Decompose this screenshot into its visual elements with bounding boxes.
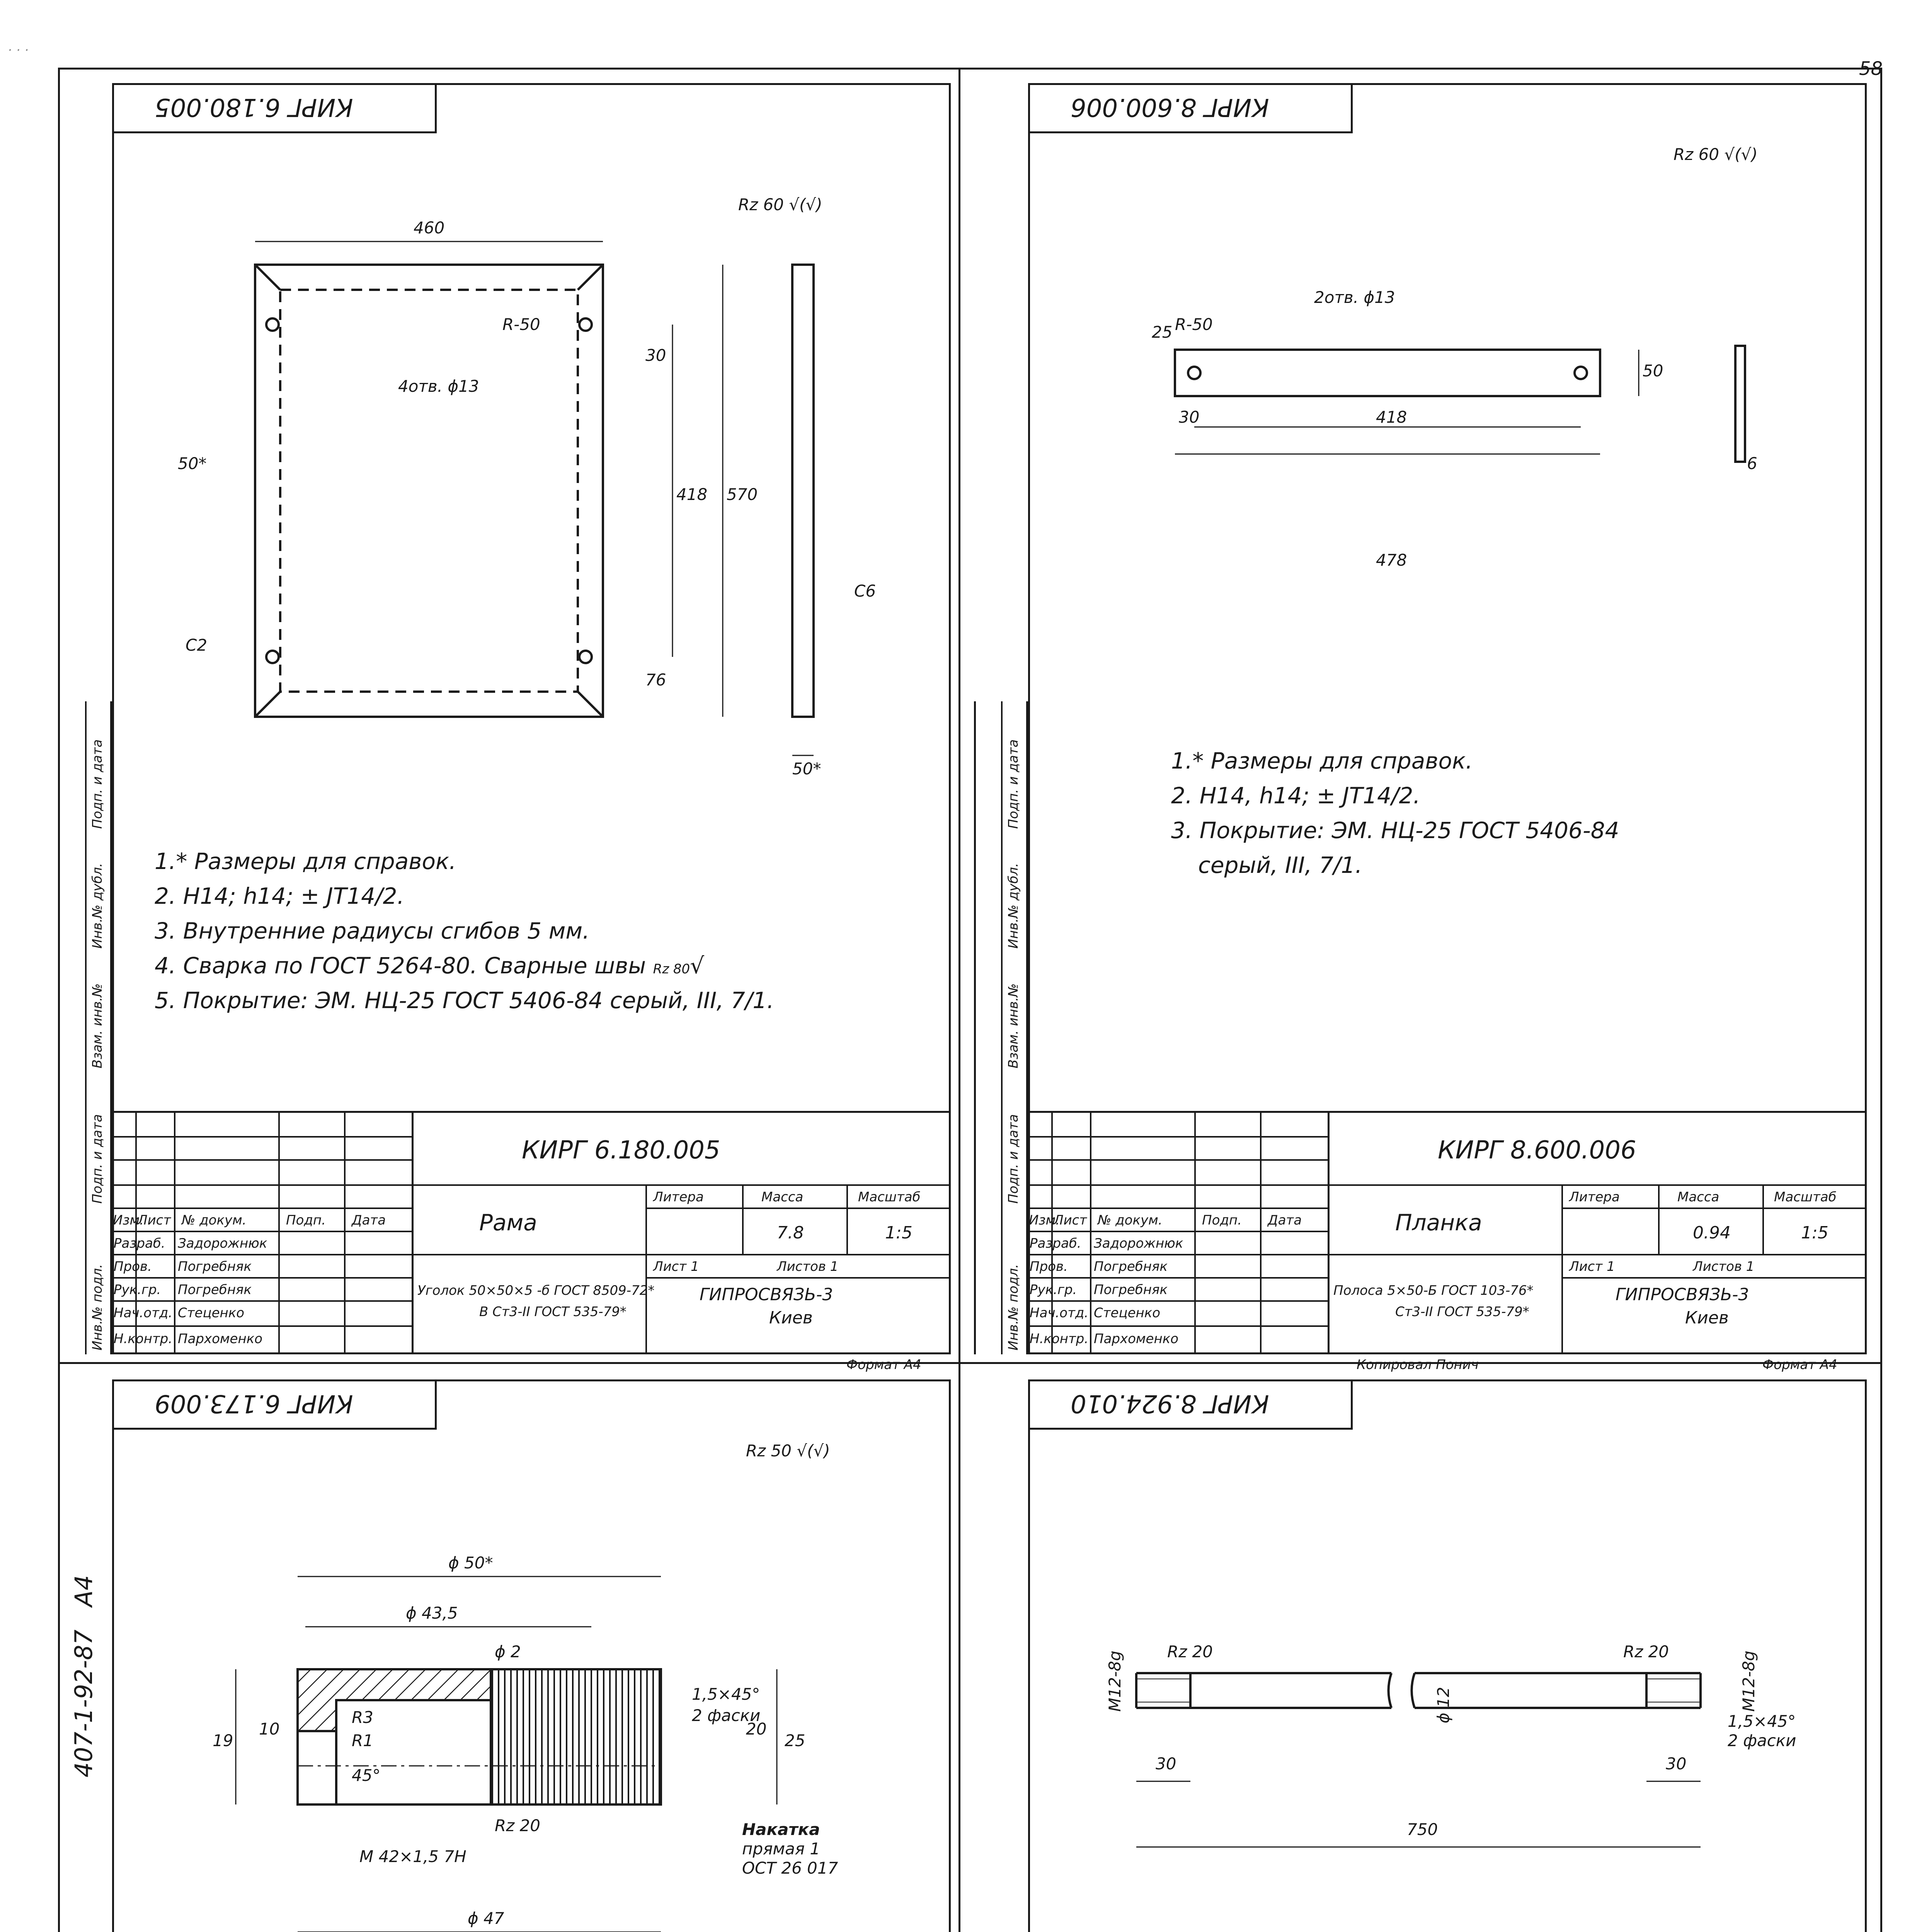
tb-razrab: Разраб. — [1030, 1236, 1081, 1251]
dim-c6: C6 — [854, 582, 876, 600]
top-code: КИРГ 6.180.005 — [155, 93, 353, 121]
tb-n-prov: Погребняк — [178, 1259, 252, 1274]
tb-litera: Литера — [1569, 1189, 1620, 1205]
corner-mark-left: · · · — [8, 43, 29, 58]
dim-holes: 2отв. ϕ13 — [1314, 288, 1395, 307]
tb-n-razrab: Задорожнюк — [1094, 1236, 1183, 1251]
dim-h19: 19 — [213, 1731, 233, 1750]
tb-izm: Изм. — [113, 1213, 144, 1228]
roughness-mark: Rz 50 √(√) — [746, 1441, 830, 1460]
side-inv-dubl: Инв.№ дубл. — [1006, 863, 1021, 949]
dim-rz20: Rz 20 — [495, 1816, 541, 1835]
tb-format: Формат А4 — [1762, 1357, 1837, 1372]
tb-n-nachotd: Стеценко — [178, 1305, 245, 1321]
tb-razrab: Разраб. — [114, 1236, 165, 1251]
styazhka-drawing — [958, 1364, 1882, 1932]
series-label: 407-1-92-87 А4 — [70, 1575, 98, 1777]
tb-massa: Масса — [761, 1189, 804, 1205]
tb-n-nkontr: Пархоменко — [1094, 1331, 1179, 1347]
side-podp-data-2: Подп. и дата — [90, 1114, 105, 1204]
note-2: 2. H14, h14; ± JT14/2. — [1171, 782, 1420, 809]
note-3: 3. Внутренние радиусы сгибов 5 мм. — [155, 918, 590, 944]
dim-l750: 750 — [1407, 1820, 1438, 1839]
tb-list: Лист — [138, 1213, 171, 1228]
sheet-styazhka — [958, 1364, 1882, 1932]
dim-chamfer2: 2 фаски — [1728, 1731, 1796, 1750]
side-inv-podl: Инв.№ подл. — [1006, 1264, 1021, 1350]
title-code: КИРГ 6.180.005 — [522, 1136, 720, 1165]
tb-prov: Пров. — [1030, 1259, 1068, 1274]
sheet-planka — [958, 68, 1882, 1372]
sheet-number: 58 — [1859, 58, 1883, 80]
tb-rukgr: Рук.гр. — [1030, 1282, 1077, 1298]
tb-n-razrab: Задорожнюк — [178, 1236, 267, 1251]
tb-nachotd: Нач.отд. — [1030, 1305, 1089, 1321]
tb-izm: Изм. — [1029, 1213, 1060, 1228]
notes — [155, 848, 774, 1014]
knurl-3: ОСТ 26 017 — [742, 1859, 838, 1878]
roughness-mark: Rz 60 √(√) — [738, 195, 822, 214]
side-vzam-inv: Взам. инв.№ — [90, 983, 105, 1068]
tb-nkontr: Н.контр. — [114, 1331, 173, 1347]
side-podp-data: Подп. и дата — [90, 739, 105, 829]
dim-l30a: 30 — [1156, 1754, 1176, 1773]
side-strip — [58, 701, 112, 1354]
side-podp-data: Подп. и дата — [1006, 739, 1021, 829]
dim-height-inner: 418 — [676, 485, 708, 504]
tb-sign: Подп. — [1202, 1213, 1242, 1228]
note-3: 3. Покрытие: ЭМ. НЦ-25 ГОСТ 5406-84 — [1171, 817, 1619, 844]
top-code: КИРГ 8.924.010 — [1071, 1389, 1269, 1418]
dim-radius: R-50 — [1175, 315, 1213, 334]
side-inv-podl: Инв.№ подл. — [90, 1264, 105, 1350]
tb-masshtab: Масштаб — [858, 1189, 921, 1205]
title-code: КИРГ 8.600.006 — [1438, 1136, 1636, 1165]
dim-thread-left: M12-8g — [1105, 1650, 1124, 1712]
tb-sheets: Листов 1 — [1693, 1259, 1755, 1274]
dim-offset-bottom: 76 — [645, 670, 666, 689]
tb-n-rukgr: Погребняк — [178, 1282, 252, 1298]
note-4: серый, III, 7/1. — [1198, 852, 1362, 878]
tb-mass: 7.8 — [777, 1223, 804, 1243]
tb-sheet: Лист 1 — [653, 1259, 699, 1274]
dim-d2: ϕ 2 — [495, 1642, 521, 1661]
dim-holes: 4отв. ϕ13 — [398, 377, 479, 396]
note-5: 5. Покрытие: ЭМ. НЦ-25 ГОСТ 5406-84 серый, III, 7/1. — [155, 987, 774, 1014]
dim-h25: 25 — [785, 1731, 805, 1750]
top-code: КИРГ 6.173.009 — [155, 1389, 353, 1418]
tb-scale: 1:5 — [885, 1223, 913, 1243]
dim-height: 50 — [1643, 361, 1663, 380]
dim-chamfer2: 2 фаски — [692, 1706, 761, 1725]
dim-d435: ϕ 43,5 — [406, 1604, 458, 1622]
tb-scale: 1:5 — [1801, 1223, 1828, 1243]
dim-d12: ϕ 12 — [1434, 1687, 1453, 1723]
note-1: 1.* Размеры для справок. — [1171, 748, 1473, 774]
knurl-2: прямая 1 — [742, 1839, 821, 1858]
side-vzam-inv: Взам. инв.№ — [1006, 983, 1021, 1068]
dim-offset: 30 — [645, 346, 666, 365]
dim-d50: ϕ 50* — [448, 1553, 493, 1572]
tb-doc: № докум. — [1098, 1213, 1163, 1228]
sheet-probka — [58, 1364, 958, 1932]
tb-format: Формат А4 — [846, 1357, 921, 1372]
tb-name: Рама — [479, 1209, 537, 1236]
dim-chamfer: 1,5×45° — [692, 1685, 760, 1704]
tb-n-prov: Погребняк — [1094, 1259, 1168, 1274]
notes — [1171, 748, 1619, 878]
side-strip — [974, 701, 1028, 1354]
tb-litera: Литера — [653, 1189, 704, 1205]
dim-angle: 50* — [178, 454, 207, 473]
note-1: 1.* Размеры для справок. — [155, 848, 456, 874]
tb-material-1: Уголок 50×50×5 -б ГОСТ 8509-72* — [417, 1283, 655, 1298]
tb-prov: Пров. — [114, 1259, 152, 1274]
roughness-mark: Rz 60 √(√) — [1674, 145, 1758, 164]
dim-thread: M 42×1,5 7H — [359, 1847, 466, 1866]
rz-left: Rz 20 — [1167, 1642, 1213, 1661]
dim-r1: R1 — [352, 1731, 373, 1750]
dim-thick: 6 — [1747, 454, 1757, 473]
title-block — [112, 1111, 951, 1372]
tb-doc: № докум. — [182, 1213, 247, 1228]
tb-n-rukgr: Погребняк — [1094, 1282, 1168, 1298]
dim-chamfer: 1,5×45° — [1728, 1712, 1796, 1731]
dim-total: 478 — [1376, 551, 1407, 570]
rz-right: Rz 20 — [1623, 1642, 1669, 1661]
dim-thread-right: M12-8g — [1739, 1650, 1758, 1712]
top-code: КИРГ 8.600.006 — [1071, 93, 1269, 121]
dim-chamfer: C2 — [186, 636, 208, 655]
tb-n-nachotd: Стеценко — [1094, 1305, 1161, 1321]
knurl-1: Накатка — [742, 1820, 820, 1839]
tb-nkontr: Н.контр. — [1030, 1331, 1089, 1347]
tb-org-2: Киев — [1685, 1308, 1729, 1328]
tb-list: Лист — [1054, 1213, 1087, 1228]
tb-material-2: В Ст3-II ГОСТ 535-79* — [479, 1304, 627, 1320]
side-podp-data-2: Подп. и дата — [1006, 1114, 1021, 1204]
tb-sheets: Листов 1 — [777, 1259, 839, 1274]
dim-d47: ϕ 47 — [468, 1909, 504, 1928]
dim-l30b: 30 — [1666, 1754, 1687, 1773]
tb-material-1: Полоса 5×50-Б ГОСТ 103-76* — [1333, 1283, 1534, 1298]
tb-org-2: Киев — [769, 1308, 813, 1328]
dim-r3: R3 — [352, 1708, 373, 1727]
tb-name: Планка — [1395, 1209, 1482, 1236]
dim-width: 460 — [414, 218, 445, 237]
tb-material-2: Ст3-II ГОСТ 535-79* — [1395, 1304, 1529, 1320]
tb-org-1: ГИПРОСВЯЗЬ-3 — [700, 1285, 833, 1304]
dim-center: 418 — [1376, 408, 1407, 427]
note-4: 4. Сварка по ГОСТ 5264-80. Сварные швы Rz 80√ — [155, 952, 705, 979]
dim-left: 25 — [1152, 323, 1173, 342]
dim-radius: R-50 — [502, 315, 540, 334]
tb-date: Дата — [1268, 1213, 1302, 1228]
tb-nachotd: Нач.отд. — [114, 1305, 173, 1321]
dim-left-b: 30 — [1179, 408, 1200, 427]
tb-copied: Копировал Понич — [1357, 1357, 1479, 1372]
dim-side: 50* — [792, 759, 821, 778]
tb-massa: Масса — [1677, 1189, 1720, 1205]
planka-drawing — [958, 68, 1882, 686]
tb-org-1: ГИПРОСВЯЗЬ-3 — [1616, 1285, 1749, 1304]
tb-n-nkontr: Пархоменко — [178, 1331, 263, 1347]
tb-date: Дата — [352, 1213, 386, 1228]
tb-sign: Подп. — [286, 1213, 326, 1228]
tb-masshtab: Масштаб — [1774, 1189, 1837, 1205]
dim-a45: 45° — [352, 1766, 381, 1785]
tb-rukgr: Рук.гр. — [114, 1282, 161, 1298]
side-inv-dubl: Инв.№ дубл. — [90, 863, 105, 949]
note-2: 2. H14; h14; ± JT14/2. — [155, 883, 404, 909]
title-block — [1028, 1111, 1867, 1372]
dim-height-outer: 570 — [727, 485, 758, 504]
dim-h10: 10 — [259, 1719, 280, 1738]
dim-h20: 20 — [746, 1719, 767, 1738]
tb-sheet: Лист 1 — [1569, 1259, 1615, 1274]
tb-mass: 0.94 — [1693, 1223, 1731, 1243]
sheet-rama — [58, 68, 958, 1372]
